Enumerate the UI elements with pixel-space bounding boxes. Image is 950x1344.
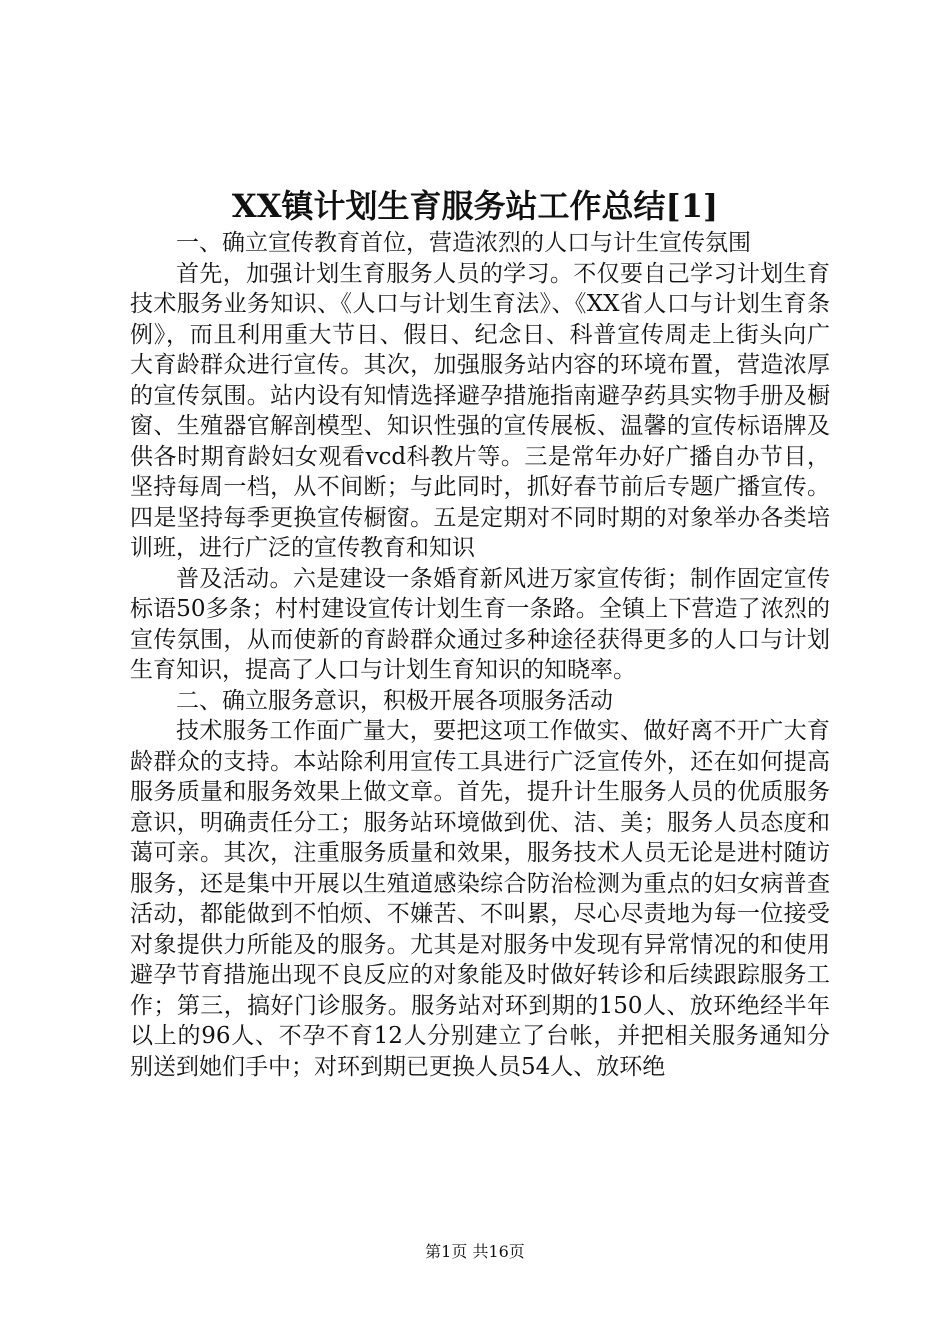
section-heading-1: 一、确立宣传教育首位，营造浓烈的人口与计生宣传氛围 [176, 230, 751, 256]
body-paragraph: 技术服务工作面广量大，要把这项工作做实、做好离不开广大育龄群众的支持。本站除利用宣传工具进行广泛宣传外，还在如何提高服务质量和服务效果上做文章。首先，提升计生服务人员的优质服务意识，明确责任分工；服务站环境做到优、洁、美；服务人员态度和蔼可亲。其次，注重服务质量和效果，服务技术人员无论是进村随访服务，还是集中开展以生殖道感染综合防治检测为重点的妇女病普查活动，都能做到不怕烦、不嫌苦、不叫累，尽心尽责地为每一位接受对象提供力所能及的服务。尤其是对服务中发现有异常情况的和使用避孕节育措施出现不良反应的对象能及时做好转诊和后续跟踪服务工作；第三，搞好门诊服务。服务站对环到期的150人、放环绝经半年以上的96人、不孕不育12人分别建立了台帐，并把相关服务通知分别送到她们手中；对环到期已更换人员54人、放环绝 [130, 718, 830, 1080]
body-paragraph: 普及活动。六是建设一条婚育新风进万家宣传街；制作固定宣传标语50多条；村村建设宣传计划生育一条路。全镇上下营造了浓烈的宣传氛围，从而使新的育龄群众通过多种途径获得更多的人口与计划生育知识，提高了人口与计划生育知识的知晓率。 [130, 565, 830, 683]
document-body [130, 228, 830, 1082]
section-heading-2: 二、确立服务意识，积极开展各项服务活动 [176, 687, 613, 714]
document-title: XX镇计划生育服务站工作总结[1] [231, 187, 719, 225]
page-number: 第1页 共16页 [425, 1242, 525, 1261]
body-paragraph: 首先，加强计划生育服务人员的学习。不仅要自己学习计划生育技术服务业务知识、《人口与计划生育法》、《XX省人口与计划生育条例》，而且利用重大节日、假日、纪念日、科普宣传周走上街头向广大育龄群众进行宣传。其次，加强服务站内容的环境布置，营造浓厚的宣传氛围。站内设有知情选择避孕措施指南避孕药具实物手册及橱窗、生殖器官解剖模型、知识性强的宣传展板、温馨的宣传标语牌及供各时期育龄妇女观看vcd科教片等。三是常年办好广播自办节目，坚持每周一档，从不间断；与此同时，抓好春节前后专题广播宣传。四是坚持每季更换宣传橱窗。五是定期对不同时期的对象举办各类培训班，进行广泛的宣传教育和知识 [130, 260, 830, 561]
